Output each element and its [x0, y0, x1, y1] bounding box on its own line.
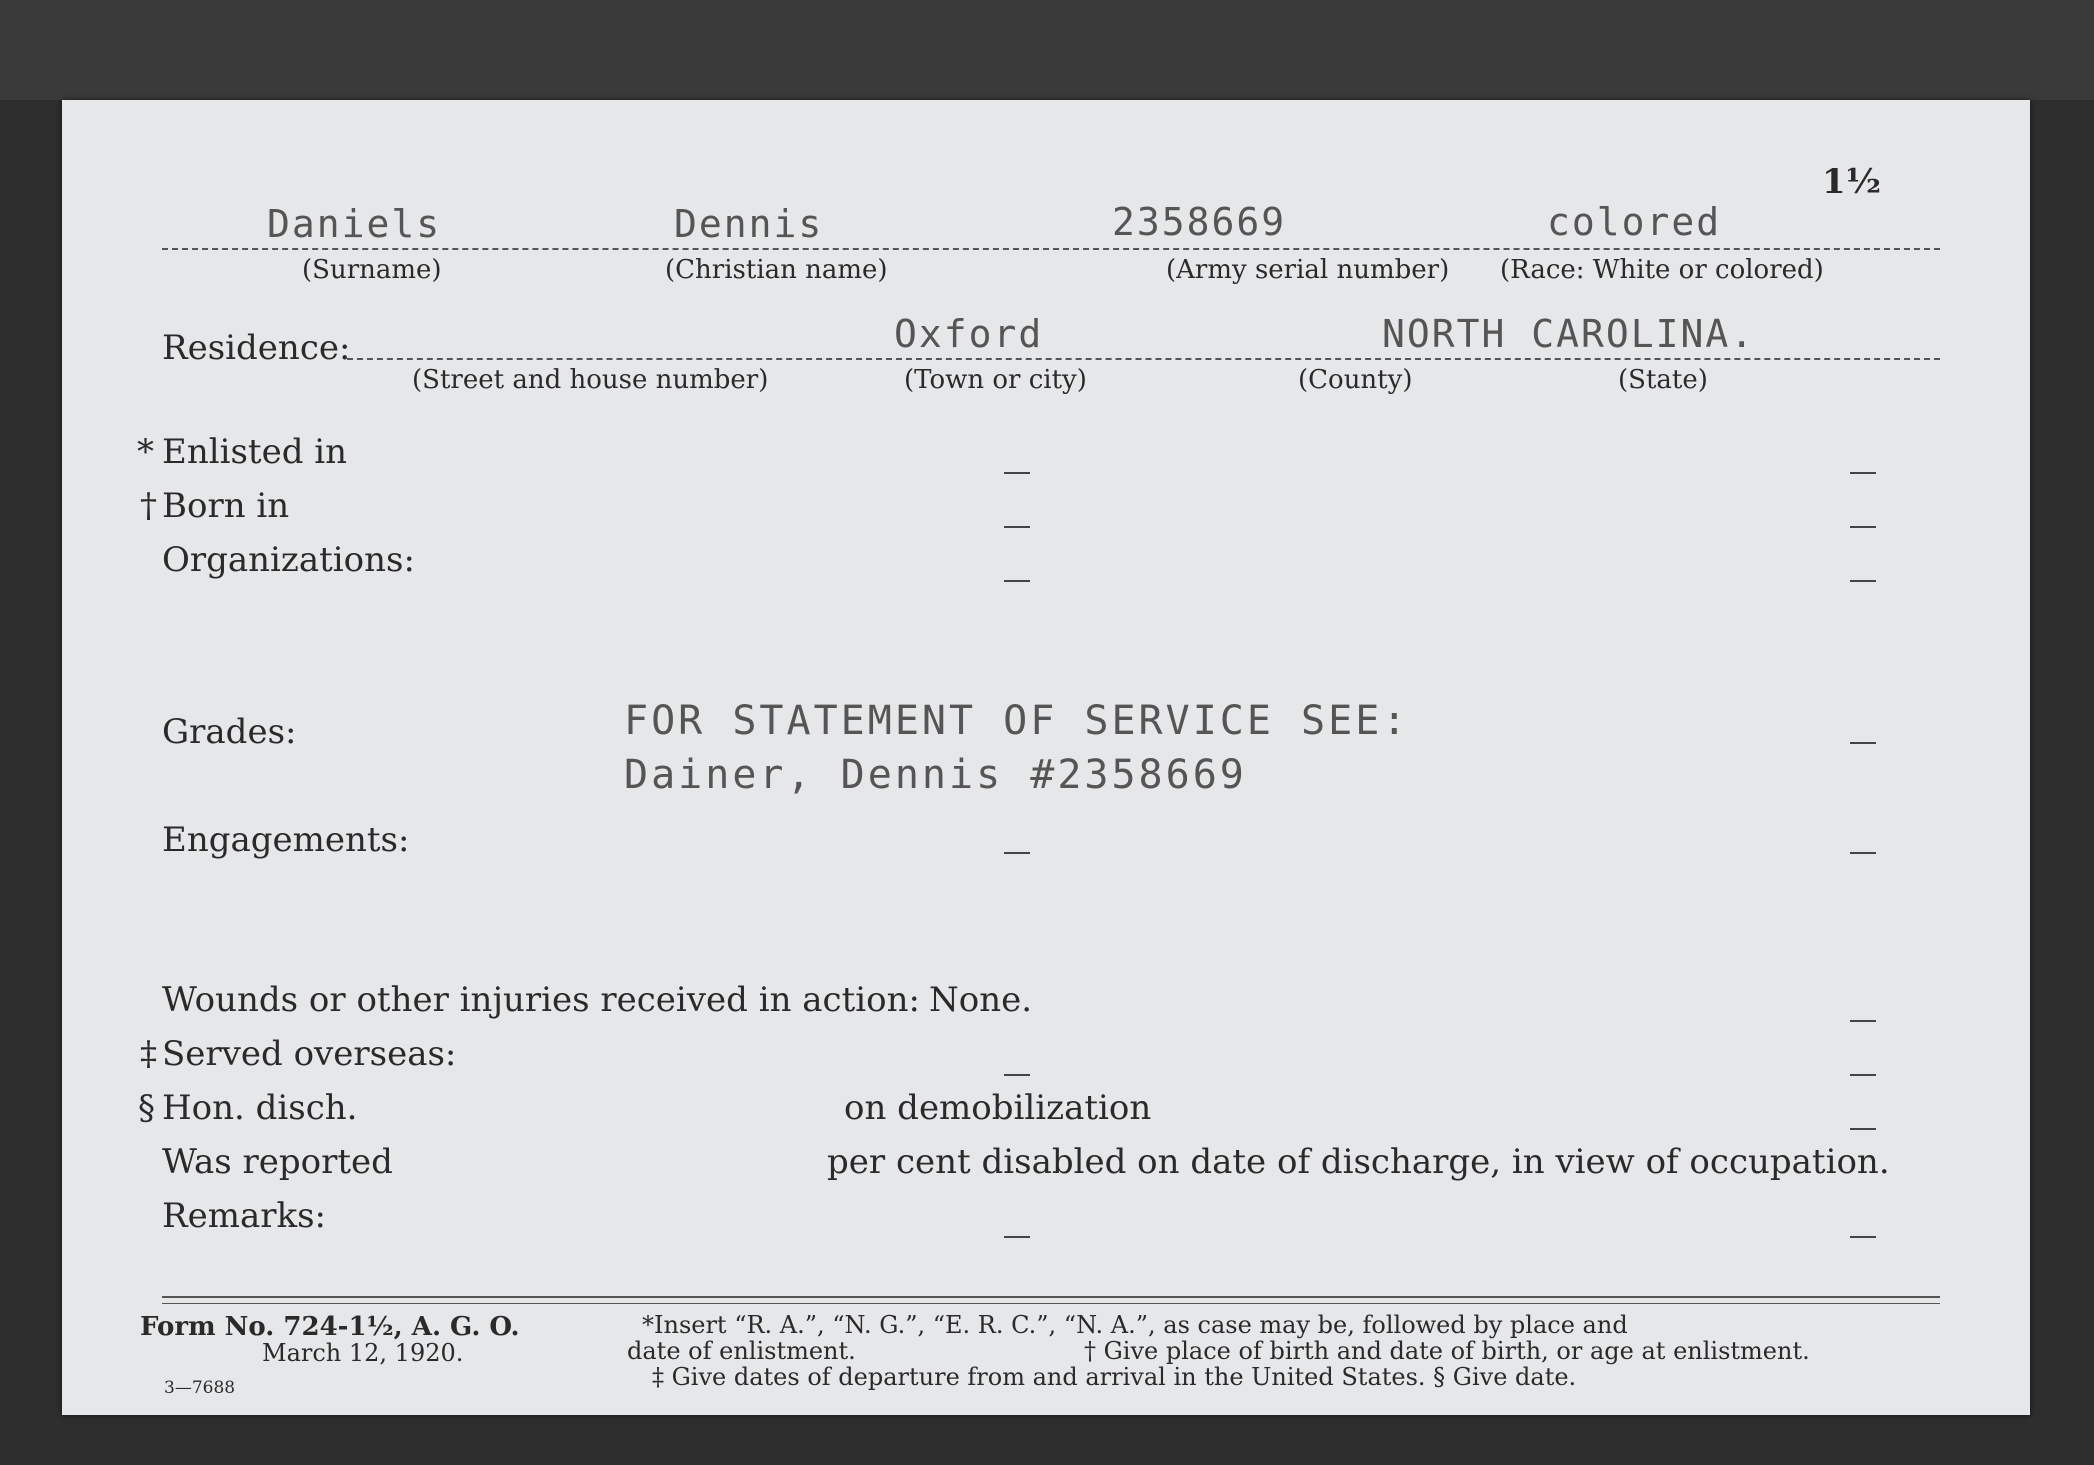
- statement-line-1: FOR STATEMENT OF SERVICE SEE:: [624, 698, 1410, 744]
- hon-disch-label: Hon. disch.: [162, 1088, 358, 1128]
- enlisted-blank-mid: [1004, 472, 1030, 474]
- remarks-blank-right: [1850, 1236, 1876, 1238]
- town-caption: (Town or city): [904, 365, 1087, 395]
- was-reported-label: Was reported: [162, 1142, 393, 1182]
- street-caption: (Street and house number): [412, 365, 769, 395]
- scanner-background: [0, 0, 2094, 100]
- grades-blank-right: [1850, 742, 1876, 744]
- race-value: colored: [1547, 200, 1722, 244]
- grades-label: Grades:: [162, 712, 297, 752]
- remarks-blank-mid: [1004, 1236, 1030, 1238]
- overseas-label: Served overseas:: [162, 1034, 457, 1074]
- wounds-value: None.: [929, 980, 1033, 1020]
- surname-value: Daniels: [267, 202, 442, 246]
- footnote-line-2a: date of enlistment.: [627, 1337, 856, 1365]
- race-caption: (Race: White or colored): [1500, 255, 1824, 285]
- enlisted-blank-right: [1850, 472, 1876, 474]
- hon-disch-blank-right: [1850, 1128, 1876, 1130]
- overseas-blank-mid: [1004, 1074, 1030, 1076]
- christian-name-value: Dennis: [674, 202, 824, 246]
- state-caption: (State): [1618, 365, 1708, 395]
- form-code: 3—7688: [164, 1378, 236, 1398]
- born-blank-right: [1850, 526, 1876, 528]
- name-line: [162, 248, 1940, 250]
- enlisted-mark: *: [137, 432, 154, 472]
- footnote-line-3: ‡ Give dates of departure from and arrival in the United States. § Give date.: [652, 1363, 1577, 1391]
- form-date: March 12, 1920.: [262, 1339, 464, 1367]
- engagements-blank-right: [1850, 852, 1876, 854]
- wounds-blank-right: [1850, 1020, 1876, 1022]
- hon-disch-mark: §: [138, 1088, 155, 1128]
- footnote-line-1: *Insert “R. A.”, “N. G.”, “E. R. C.”, “N. A.”, as case may be, followed by place and: [642, 1311, 1628, 1339]
- enlisted-label: Enlisted in: [162, 432, 348, 472]
- organizations-blank-right: [1850, 580, 1876, 582]
- residence-state-value: NORTH CAROLINA.: [1382, 312, 1756, 356]
- county-caption: (County): [1298, 365, 1413, 395]
- born-mark: †: [140, 486, 157, 526]
- army-serial-value: 2358669: [1112, 200, 1287, 244]
- was-reported-value: per cent disabled on date of discharge, in view of occupation.: [827, 1142, 1890, 1182]
- form-number: Form No. 724-1½, A. G. O.: [140, 1312, 520, 1342]
- overseas-mark: ‡: [140, 1034, 157, 1074]
- christian-caption: (Christian name): [665, 255, 888, 285]
- service-record-card: [62, 100, 2030, 1415]
- footer-rule-bottom: [162, 1303, 1940, 1304]
- born-blank-mid: [1004, 526, 1030, 528]
- statement-line-2: Dainer, Dennis #2358669: [624, 752, 1247, 798]
- footer-rule-top: [162, 1296, 1940, 1298]
- residence-line: [347, 358, 1940, 360]
- serial-caption: (Army serial number): [1166, 255, 1450, 285]
- engagements-label: Engagements:: [162, 820, 410, 860]
- born-label: Born in: [162, 486, 290, 526]
- page-mark: 1½: [1822, 162, 1882, 202]
- organizations-blank-mid: [1004, 580, 1030, 582]
- wounds-label: Wounds or other injuries received in action:: [162, 980, 920, 1020]
- organizations-label: Organizations:: [162, 540, 415, 580]
- engagements-blank-mid: [1004, 852, 1030, 854]
- overseas-blank-right: [1850, 1074, 1876, 1076]
- hon-disch-value: on demobilization: [844, 1088, 1152, 1128]
- footnote-line-2b: † Give place of birth and date of birth, or age at enlistment.: [1084, 1337, 1810, 1365]
- residence-label: Residence:: [162, 328, 351, 368]
- surname-caption: (Surname): [302, 255, 442, 285]
- residence-town-value: Oxford: [894, 312, 1044, 356]
- remarks-label: Remarks:: [162, 1196, 326, 1236]
